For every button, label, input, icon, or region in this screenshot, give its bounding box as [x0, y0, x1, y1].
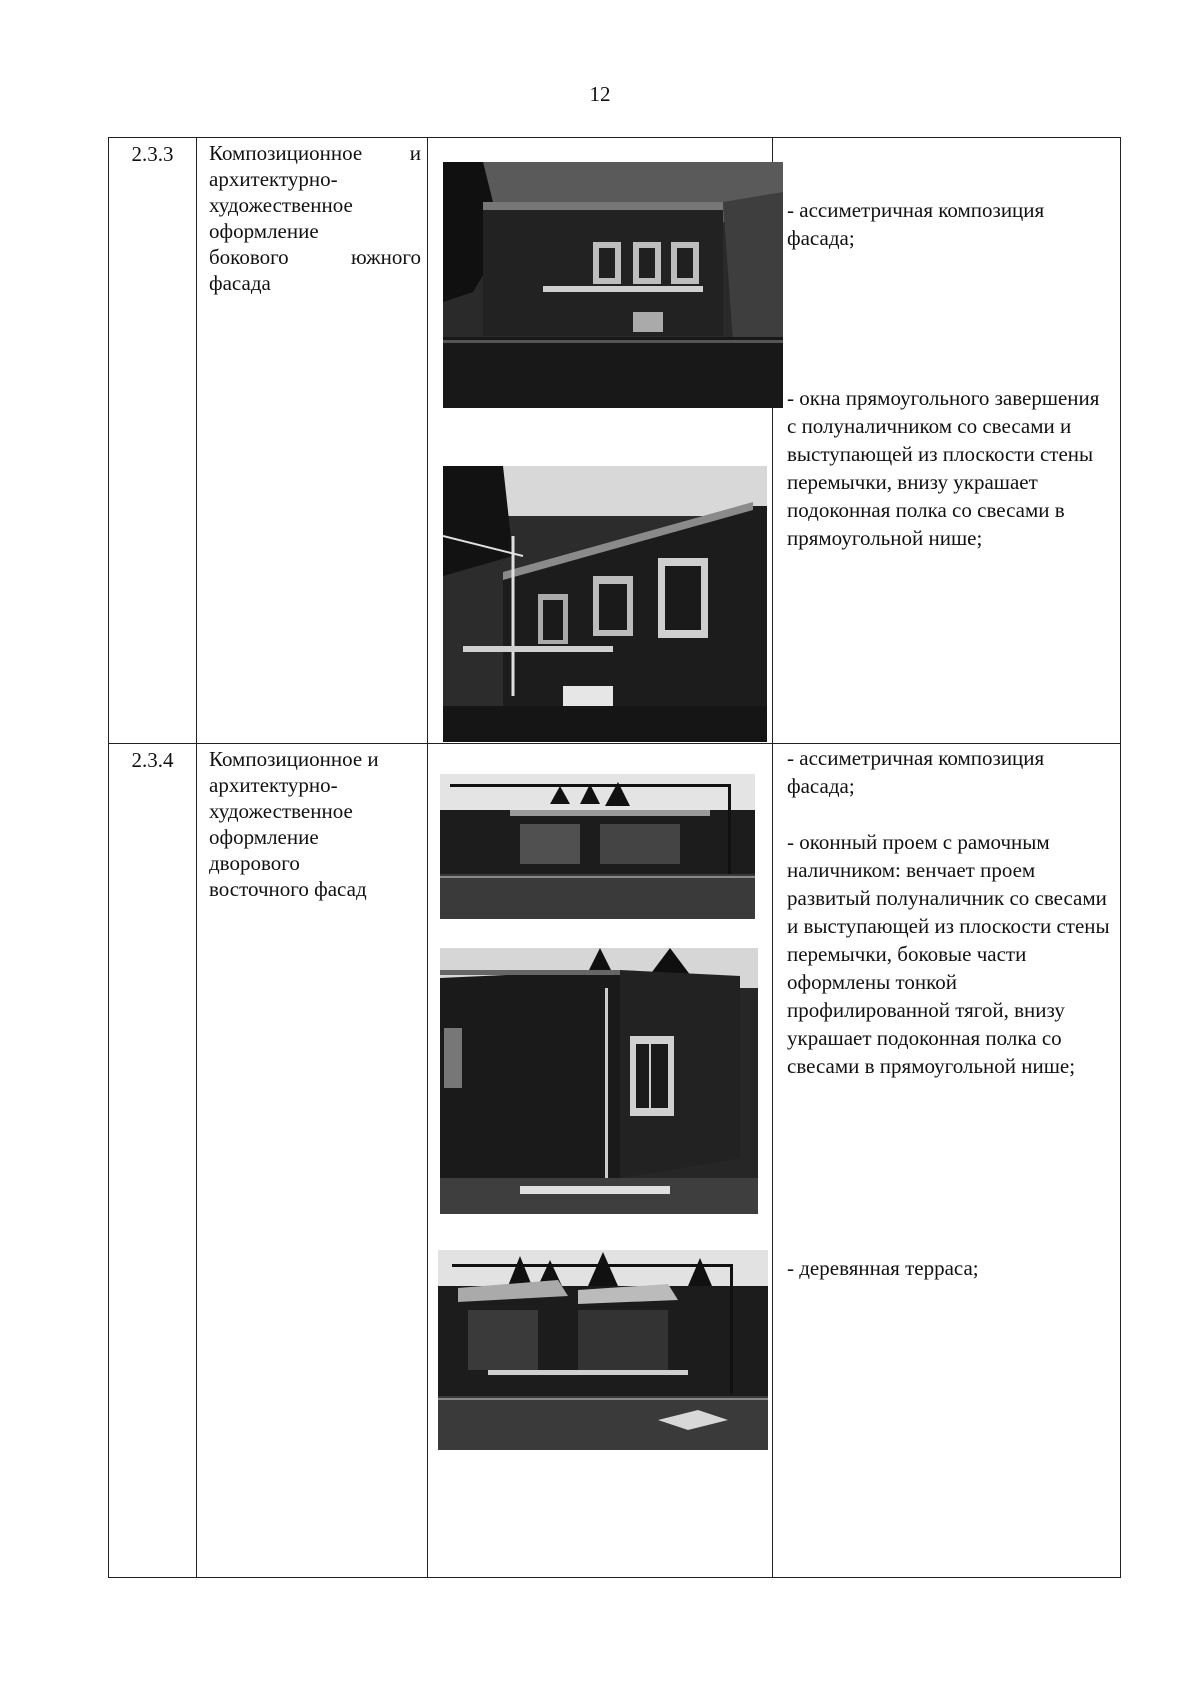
- facade-table: [108, 137, 1121, 1578]
- note-text: - оконный проем с рамочным наличником: венчает проем развитый полуналичник со свесами и выступающей из плоскости стены перемычки, боковые части оформлены тонкой профилированной тягой, внизу украшает подоконная полка со свесами в прямоугольной нише;: [787, 830, 1110, 1078]
- description-line: архитектурно-: [209, 167, 338, 191]
- photo-cell: [428, 138, 773, 744]
- facade-photo: [443, 162, 783, 408]
- facade-photo: [438, 1250, 768, 1450]
- notes-cell: [773, 138, 1121, 744]
- table-row: [109, 138, 1121, 744]
- row-number: 2.3.3: [109, 138, 197, 744]
- row-description: [197, 744, 428, 1578]
- description-line: оформление: [209, 825, 319, 849]
- description-line: Композиционное и: [209, 747, 379, 771]
- notes-cell: [773, 744, 1121, 1578]
- facade-photo: [440, 774, 755, 919]
- facade-photo: [440, 948, 758, 1214]
- description-line: художественное: [209, 799, 353, 823]
- description-line: Композиционное и: [209, 141, 421, 165]
- description-line: восточного фасад: [209, 877, 367, 901]
- description-line: художественное: [209, 193, 353, 217]
- page-number: 12: [589, 82, 611, 106]
- table-row: [109, 744, 1121, 1578]
- photo-cell: [428, 744, 773, 1578]
- description-line: фасада: [209, 271, 271, 295]
- description-line: архитектурно-: [209, 773, 338, 797]
- note-text: - ассиметричная композиция фасада;: [787, 746, 1045, 798]
- row-number: 2.3.4: [109, 744, 197, 1578]
- description-line: бокового южного: [209, 245, 421, 269]
- note-text: - деревянная терраса;: [787, 1256, 979, 1280]
- description-line: оформление: [209, 219, 319, 243]
- row-description: [197, 138, 428, 744]
- facade-photo: [443, 466, 767, 742]
- description-line: дворового: [209, 851, 300, 875]
- note-text: - окна прямоугольного завершения с полуналичником со свесами и выступающей из плоскости стены перемычки, внизу украшает подоконная полка со свесами в прямоугольной нише;: [787, 386, 1100, 550]
- note-text: - ассиметричная композиция фасада;: [787, 198, 1045, 250]
